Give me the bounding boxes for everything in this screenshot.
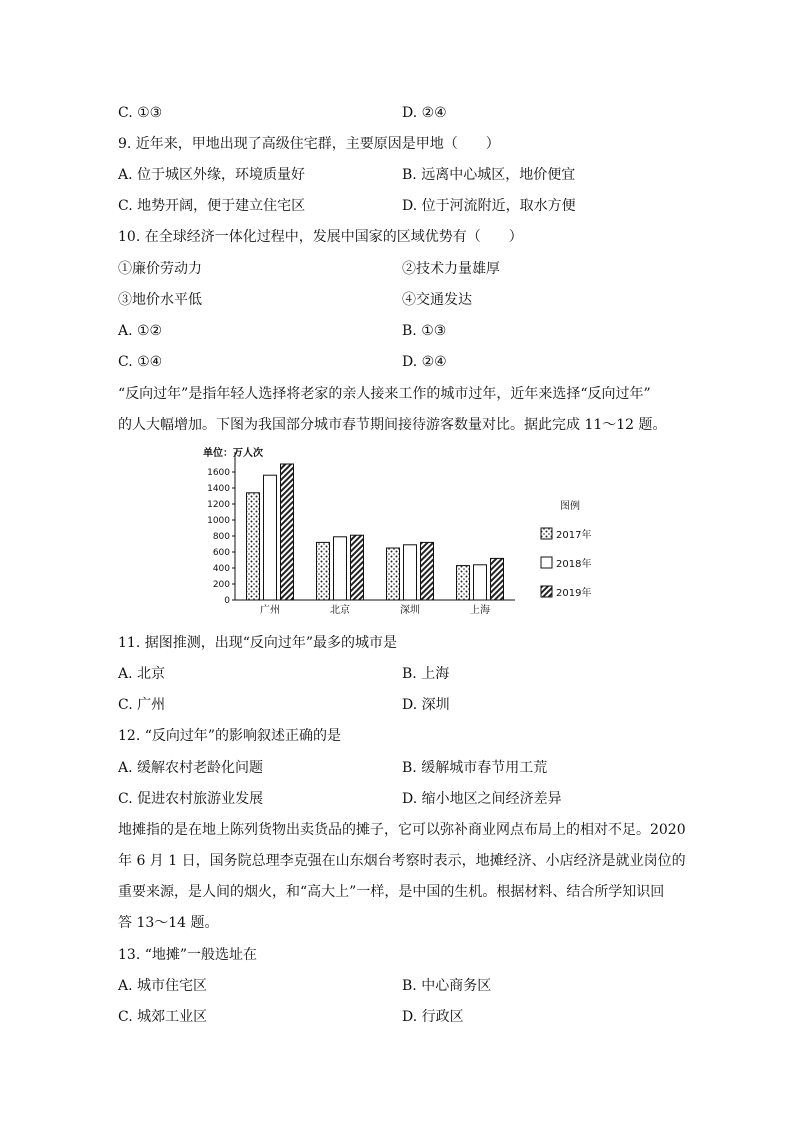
passage-1-line-2: 的人大幅增加。下图为我国部分城市春节期间接待游客数量对比。据此完成 11～12 题。 [118, 417, 667, 433]
q13-option-b: B. 中心商务区 [402, 978, 492, 994]
q9-option-b: B. 远离中心城区，地价便宜 [402, 167, 576, 183]
legend-label: 2017年 [556, 530, 592, 541]
q8-option-d: D. ②④ [402, 105, 447, 121]
passage-2-line-2: 年 6 月 1 日，国务院总理李克强在山东烟台考察时表示，地摊经济、小店经济是就业岗位的 [118, 853, 686, 869]
bar-深圳-2017年 [387, 548, 400, 600]
passage-1-line-1: “反向过年”是指年轻人选择将老家的亲人接来工作的城市过年，近年来选择“反向过年” [118, 386, 651, 402]
y-tick-label: 600 [212, 548, 230, 558]
q10-item-2: ②技术力量雄厚 [402, 261, 500, 277]
y-tick-label: 1000 [207, 516, 230, 526]
bar-上海-2019年 [491, 558, 504, 600]
q10-option-a: A. ①② [118, 323, 163, 339]
legend-title: 图例 [560, 501, 580, 512]
q10-stem: 10. 在全球经济一体化过程中，发展中国家的区域优势有（ ） [118, 229, 523, 245]
q11-option-a: A. 北京 [118, 666, 166, 682]
q13-stem: 13. “地摊”一般选址在 [118, 947, 258, 963]
q12-option-b: B. 缓解城市春节用工荒 [402, 760, 548, 776]
passage-2-line-4: 答 13～14 题。 [118, 915, 219, 931]
q12-stem: 12. “反向过年”的影响叙述正确的是 [118, 728, 342, 744]
q10-item-1: ①廉价劳动力 [118, 261, 202, 277]
chart-unit-label: 单位：万人次 [203, 448, 263, 459]
q10-item-3: ③地价水平低 [118, 292, 202, 308]
bar-深圳-2018年 [404, 545, 417, 600]
q9-option-d: D. 位于河流附近，取水方便 [402, 198, 576, 214]
q9-stem: 9. 近年来，甲地出现了高级住宅群，主要原因是甲地（ ） [118, 136, 500, 152]
bar-广州-2019年 [281, 464, 294, 600]
q12-option-d: D. 缩小地区之间经济差异 [402, 791, 562, 807]
y-tick-label: 1600 [207, 468, 230, 478]
q10-option-c: C. ①④ [118, 354, 163, 370]
legend [541, 499, 591, 599]
q12-option-c: C. 促进农村旅游业发展 [118, 791, 264, 807]
y-tick-label: 800 [212, 532, 230, 542]
q11-option-b: B. 上海 [402, 666, 450, 682]
q13-option-c: C. 城郊工业区 [118, 1009, 208, 1025]
legend-swatch [541, 557, 552, 568]
y-tick-label: 1400 [207, 484, 230, 494]
x-tick-label: 深圳 [400, 605, 420, 616]
q12-option-a: A. 缓解农村老龄化问题 [118, 760, 264, 776]
bar-上海-2018年 [474, 565, 487, 600]
bar-北京-2019年 [351, 535, 364, 600]
passage-2-line-1: 地摊指的是在地上陈列货物出卖货品的摊子，它可以弥补商业网点布局上的相对不足。2020 [118, 822, 686, 838]
y-tick-label: 0 [224, 596, 230, 606]
y-tick-label: 1200 [207, 500, 230, 510]
bar-上海-2017年 [457, 566, 470, 600]
legend-label: 2018年 [556, 559, 592, 570]
q11-stem: 11. 据图推测，出现“反向过年”最多的城市是 [118, 635, 398, 651]
q13-option-a: A. 城市住宅区 [118, 978, 208, 994]
y-tick-label: 400 [212, 564, 230, 574]
y-tick-label: 200 [212, 580, 230, 590]
bar-北京-2017年 [317, 542, 330, 600]
q13-option-d: D. 行政区 [402, 1009, 464, 1025]
tourist-bar-chart [195, 440, 615, 620]
bar-广州-2017年 [247, 493, 260, 600]
bar-深圳-2019年 [421, 542, 434, 600]
q8-option-c: C. ①③ [118, 105, 163, 121]
legend-swatch [541, 586, 552, 597]
q9-option-c: C. 地势开阔，便于建立住宅区 [118, 198, 306, 214]
legend-label: 2019年 [556, 588, 592, 599]
passage-2-line-3: 重要来源，是人间的烟火，和“高大上”一样，是中国的生机。根据材料、结合所学知识回 [118, 884, 665, 900]
q11-option-c: C. 广州 [118, 697, 166, 713]
x-tick-label: 广州 [260, 605, 280, 616]
q9-option-a: A. 位于城区外缘，环境质量好 [118, 167, 306, 183]
q11-option-d: D. 深圳 [402, 697, 450, 713]
q10-item-4: ④交通发达 [402, 292, 472, 308]
bars [247, 464, 504, 600]
q10-option-d: D. ②④ [402, 354, 447, 370]
x-axis-labels [260, 603, 490, 616]
legend-swatch [541, 528, 552, 539]
bar-广州-2018年 [264, 475, 277, 600]
q10-option-b: B. ①③ [402, 323, 447, 339]
x-tick-label: 上海 [470, 605, 490, 616]
x-tick-label: 北京 [330, 605, 350, 616]
bar-北京-2018年 [334, 537, 347, 600]
